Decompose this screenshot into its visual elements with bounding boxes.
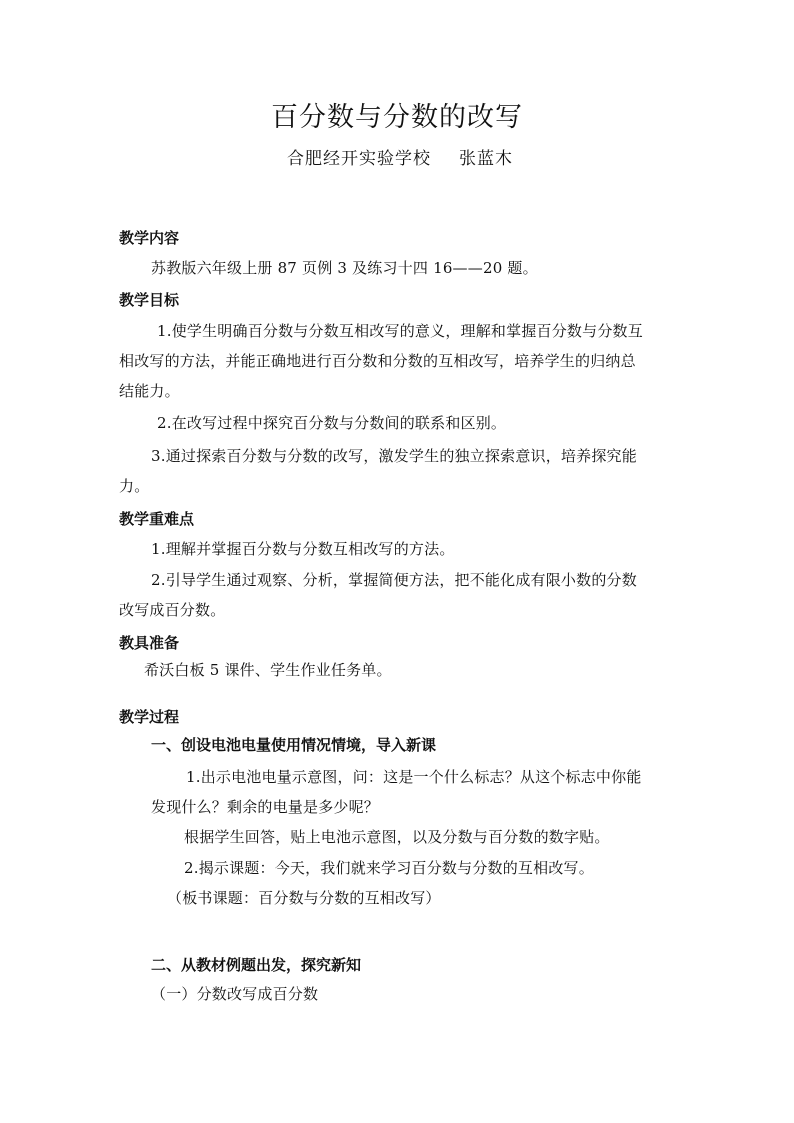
keypoint-2-line-2: 改写成百分数。 <box>119 601 226 619</box>
process-p1-line-2: 发现什么？剩余的电量是多少呢？ <box>151 798 380 816</box>
goal-1-line-3: 结能力。 <box>119 382 180 400</box>
process-part-1-heading: 一、创设电池电量使用情况情境，导入新课 <box>151 736 437 754</box>
process-part-2-heading: 二、从教材例题出发，探究新知 <box>151 956 362 974</box>
author-name: 张蓝木 <box>459 149 513 169</box>
goal-3-line-1: 3.通过探索百分数与分数的改写，激发学生的独立探索意识，培养探究能 <box>151 447 637 465</box>
school-name: 合肥经开实验学校 <box>287 149 431 169</box>
content-text: 苏教版六年级上册 87 页例 3 及练习十四 16——20 题。 <box>151 259 538 277</box>
goal-2-line-1: 2.在改写过程中探究百分数与分数间的联系和区别。 <box>157 414 507 432</box>
section-heading-process: 教学过程 <box>119 708 180 726</box>
keypoint-2-line-1: 2.引导学生通过观察、分析，掌握简便方法，把不能化成有限小数的分数 <box>151 571 637 589</box>
author-line <box>287 147 513 171</box>
section-heading-content: 教学内容 <box>119 229 180 247</box>
process-p2-line-1: 2.揭示课题：今天，我们就来学习百分数与分数的互相改写。 <box>184 859 594 877</box>
document-title: 百分数与分数的改写 <box>271 102 523 133</box>
section-heading-tools: 教具准备 <box>119 634 180 652</box>
process-sub-1-heading: （一）分数改写成百分数 <box>151 985 319 1003</box>
tools-text: 希沃白板 5 课件、学生作业任务单。 <box>144 661 392 679</box>
section-heading-keypoints: 教学重难点 <box>119 510 195 528</box>
goal-3-line-2: 力。 <box>119 477 150 495</box>
section-heading-goals: 教学目标 <box>119 291 180 309</box>
process-p1-line-3: 根据学生回答，贴上电池示意图，以及分数与百分数的数字贴。 <box>184 828 610 846</box>
process-p1-line-1: 1.出示电池电量示意图，问：这是一个什么标志？从这个标志中你能 <box>186 768 642 786</box>
goal-1-line-2: 相改写的方法，并能正确地进行百分数和分数的互相改写，培养学生的归纳总 <box>119 352 636 370</box>
keypoint-1-line-1: 1.理解并掌握百分数与分数互相改写的方法。 <box>151 540 455 558</box>
goal-1-line-1: 1.使学生明确百分数与分数互相改写的意义，理解和掌握百分数与分数互 <box>157 322 643 340</box>
process-p2-line-2: （板书课题：百分数与分数的互相改写） <box>167 889 441 907</box>
